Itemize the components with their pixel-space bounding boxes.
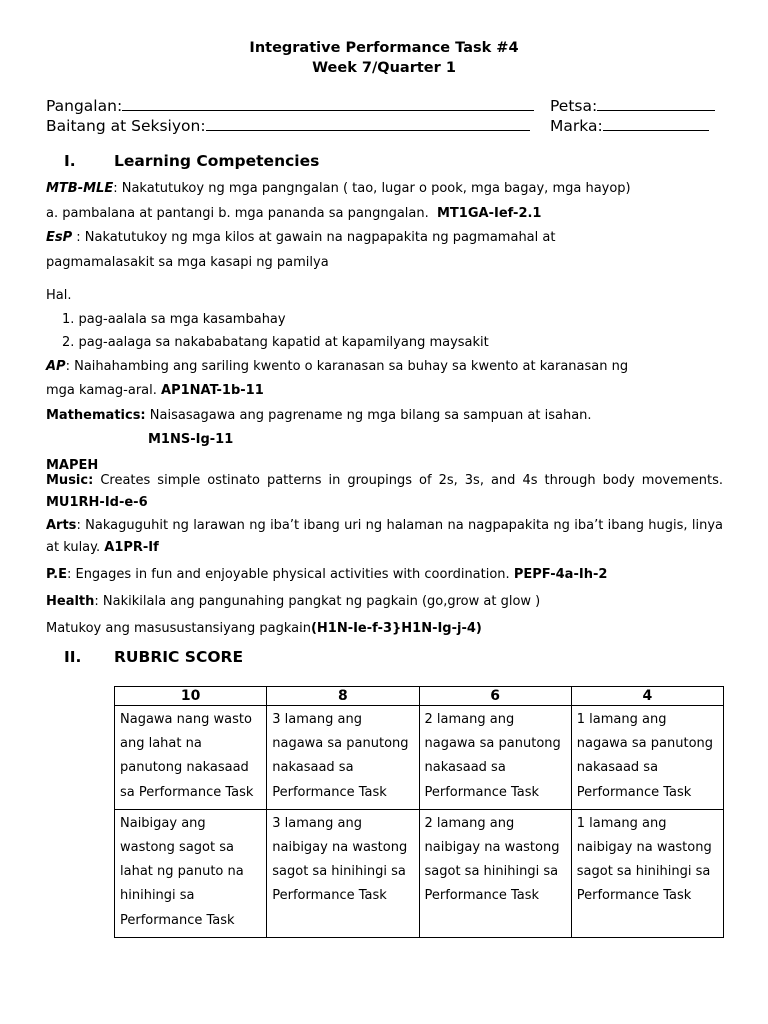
doc-subtitle: Week 7/Quarter 1 [312, 60, 456, 76]
hal-item2: 2. pag-aalaga sa nakababatang kapatid at kapamilyang maysakit [62, 335, 489, 350]
date-label: Petsa: [550, 97, 598, 115]
rubric-cell: 2 lamang ang naibigay na wastong sagot sa hinihingi sa Performance Task [419, 809, 571, 937]
ap-text2: mga kamag-aral. [46, 383, 157, 398]
name-row [46, 96, 534, 115]
hal-label: Hal. [46, 288, 72, 303]
health-label: Health [46, 594, 95, 609]
section-row [46, 116, 530, 135]
hal-item1: 1. pag-aalala sa mga kasambahay [62, 312, 286, 327]
health2-text: Matukoy ang masusustansiyang pagkain [46, 621, 311, 636]
mtb-line2 [46, 205, 541, 223]
rubric-row [115, 706, 724, 810]
health-text: : Nakikilala ang pangunahing pangkat ng pagkain (go,grow at glow ) [94, 594, 541, 609]
ap-code: AP1NAT-1b-11 [161, 383, 264, 398]
pe-text: : Engages in fun and enjoyable physical activities with coordination. [66, 567, 510, 582]
music-text: Creates simple ostinato patterns in groupings of 2s, 3s, and 4s through body movements. [93, 473, 723, 488]
rubric-header-8: 8 [267, 687, 419, 706]
music-paragraph [46, 470, 723, 514]
section2-title: RUBRIC SCORE [114, 648, 244, 666]
pe-code: PEPF-4a-Ih-2 [513, 567, 608, 582]
arts-label: Arts [46, 518, 77, 533]
mtb-text2: a. pambalana at pantangi b. mga pananda sa pangngalan. [46, 206, 429, 221]
arts-paragraph [46, 515, 723, 559]
section-label: Baitang at Seksiyon: [46, 117, 206, 135]
esp-text1: : Nakatutukoy ng mga kilos at gawain na nagpapakita ng pagmamahal at [72, 230, 556, 245]
section-blank[interactable] [206, 116, 530, 131]
rubric-cell: 3 lamang ang nagawa sa panutong nakasaad sa Performance Task [267, 706, 419, 810]
rubric-header-10: 10 [115, 687, 267, 706]
health-line [46, 593, 540, 611]
math-line [46, 407, 592, 425]
rubric-header-4: 4 [571, 687, 723, 706]
mtb-label: MTB-MLE [46, 181, 114, 196]
rubric-cell: 1 lamang ang nagawa sa panutong nakasaad sa Performance Task [571, 706, 723, 810]
math-label: Mathematics: [46, 408, 146, 423]
pe-line [46, 566, 607, 584]
rubric-cell: 1 lamang ang naibigay na wastong sagot sa hinihingi sa Performance Task [571, 809, 723, 937]
name-blank[interactable] [122, 96, 534, 111]
pe-label: P.E [46, 567, 67, 582]
esp-line1 [46, 229, 555, 247]
grade-row [550, 116, 709, 135]
rubric-cell: Naibigay ang wastong sagot sa lahat ng panuto na hinihingi sa Performance Task [115, 809, 267, 937]
mtb-line1 [46, 180, 631, 198]
date-blank[interactable] [597, 96, 715, 111]
section2-number: II. [64, 648, 82, 666]
rubric-row [115, 809, 724, 937]
math-code: M1NS-Ig-11 [148, 432, 234, 447]
rubric-header-6: 6 [419, 687, 571, 706]
ap-text1: : Naihahambing ang sariling kwento o karanasan sa buhay sa kwento at karanasan ng [65, 359, 629, 374]
esp-text2: pagmamalasakit sa mga kasapi ng pamilya [46, 255, 329, 270]
ap-line2 [46, 382, 264, 400]
esp-label: EsP [46, 230, 73, 245]
math-text: Naisasagawa ang pagrename ng mga bilang sa sampuan at isahan. [145, 408, 592, 423]
music-label: Music: [46, 473, 94, 488]
rubric-cell: Nagawa nang wasto ang lahat na panutong nakasaad sa Performance Task [115, 706, 267, 810]
health2-code: (H1N-Ie-f-3}H1N-Ig-j-4) [310, 621, 482, 636]
section1-title: Learning Competencies [114, 152, 320, 170]
ap-line1 [46, 358, 628, 376]
mtb-text1: : Nakatutukoy ng mga pangngalan ( tao, lugar o pook, mga bagay, mga hayop) [113, 181, 631, 196]
rubric-cell: 2 lamang ang nagawa sa panutong nakasaad sa Performance Task [419, 706, 571, 810]
arts-code: A1PR-If [104, 540, 159, 555]
mtb-code: MT1GA-Ief-2.1 [437, 206, 542, 221]
section1-number: I. [64, 152, 76, 170]
rubric-cell: 3 lamang ang naibigay na wastong sagot sa hinihingi sa Performance Task [267, 809, 419, 937]
rubric-header-row [115, 687, 724, 706]
grade-label: Marka: [550, 117, 603, 135]
mapeh-label: MAPEH [46, 458, 99, 473]
rubric-table [114, 686, 724, 938]
ap-label: AP [46, 359, 66, 374]
date-row [550, 96, 715, 115]
music-code: MU1RH-Id-e-6 [46, 495, 148, 510]
grade-blank[interactable] [603, 116, 709, 131]
name-label: Pangalan: [46, 97, 123, 115]
health-line2 [46, 620, 482, 638]
doc-title: Integrative Performance Task #4 [249, 40, 519, 56]
arts-text: : Nakaguguhit ng larawan ng iba’t ibang uri ng halaman na nagpapakita ng iba’t ibang hugis, linya at kulay. [46, 518, 723, 555]
